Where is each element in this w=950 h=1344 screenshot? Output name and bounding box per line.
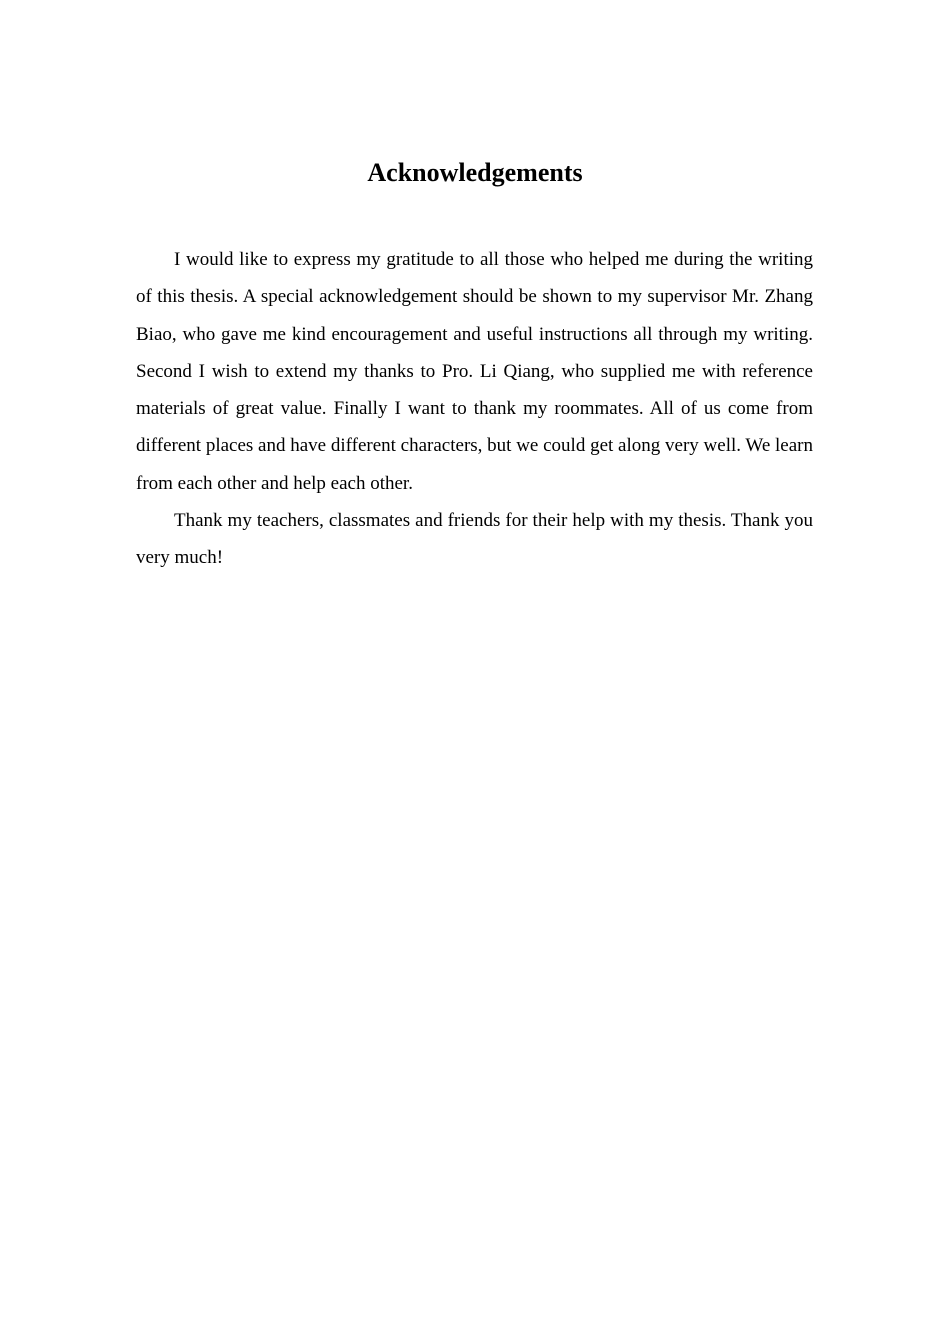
paragraph-thanks: Thank my teachers, classmates and friends for their help with my thesis. Thank you very much!: [136, 510, 813, 569]
body-text: [136, 241, 813, 577]
paragraph-gratitude: I would like to express my gratitude to all those who helped me during the writing of this thesis. A special acknowledgement should be shown to my supervisor Mr. Zhang Biao, who gave me kind encouragement and useful instructions all through my writing. Second I wish to extend my thanks to Pro. Li Qiang, who supplied me with reference materials of great value. Finally I want to thank my roommates. All of us come from different places and have different characters, but we could get along very well. We learn from each other and help each other.: [136, 249, 813, 494]
page-title: Acknowledgements: [367, 158, 583, 187]
